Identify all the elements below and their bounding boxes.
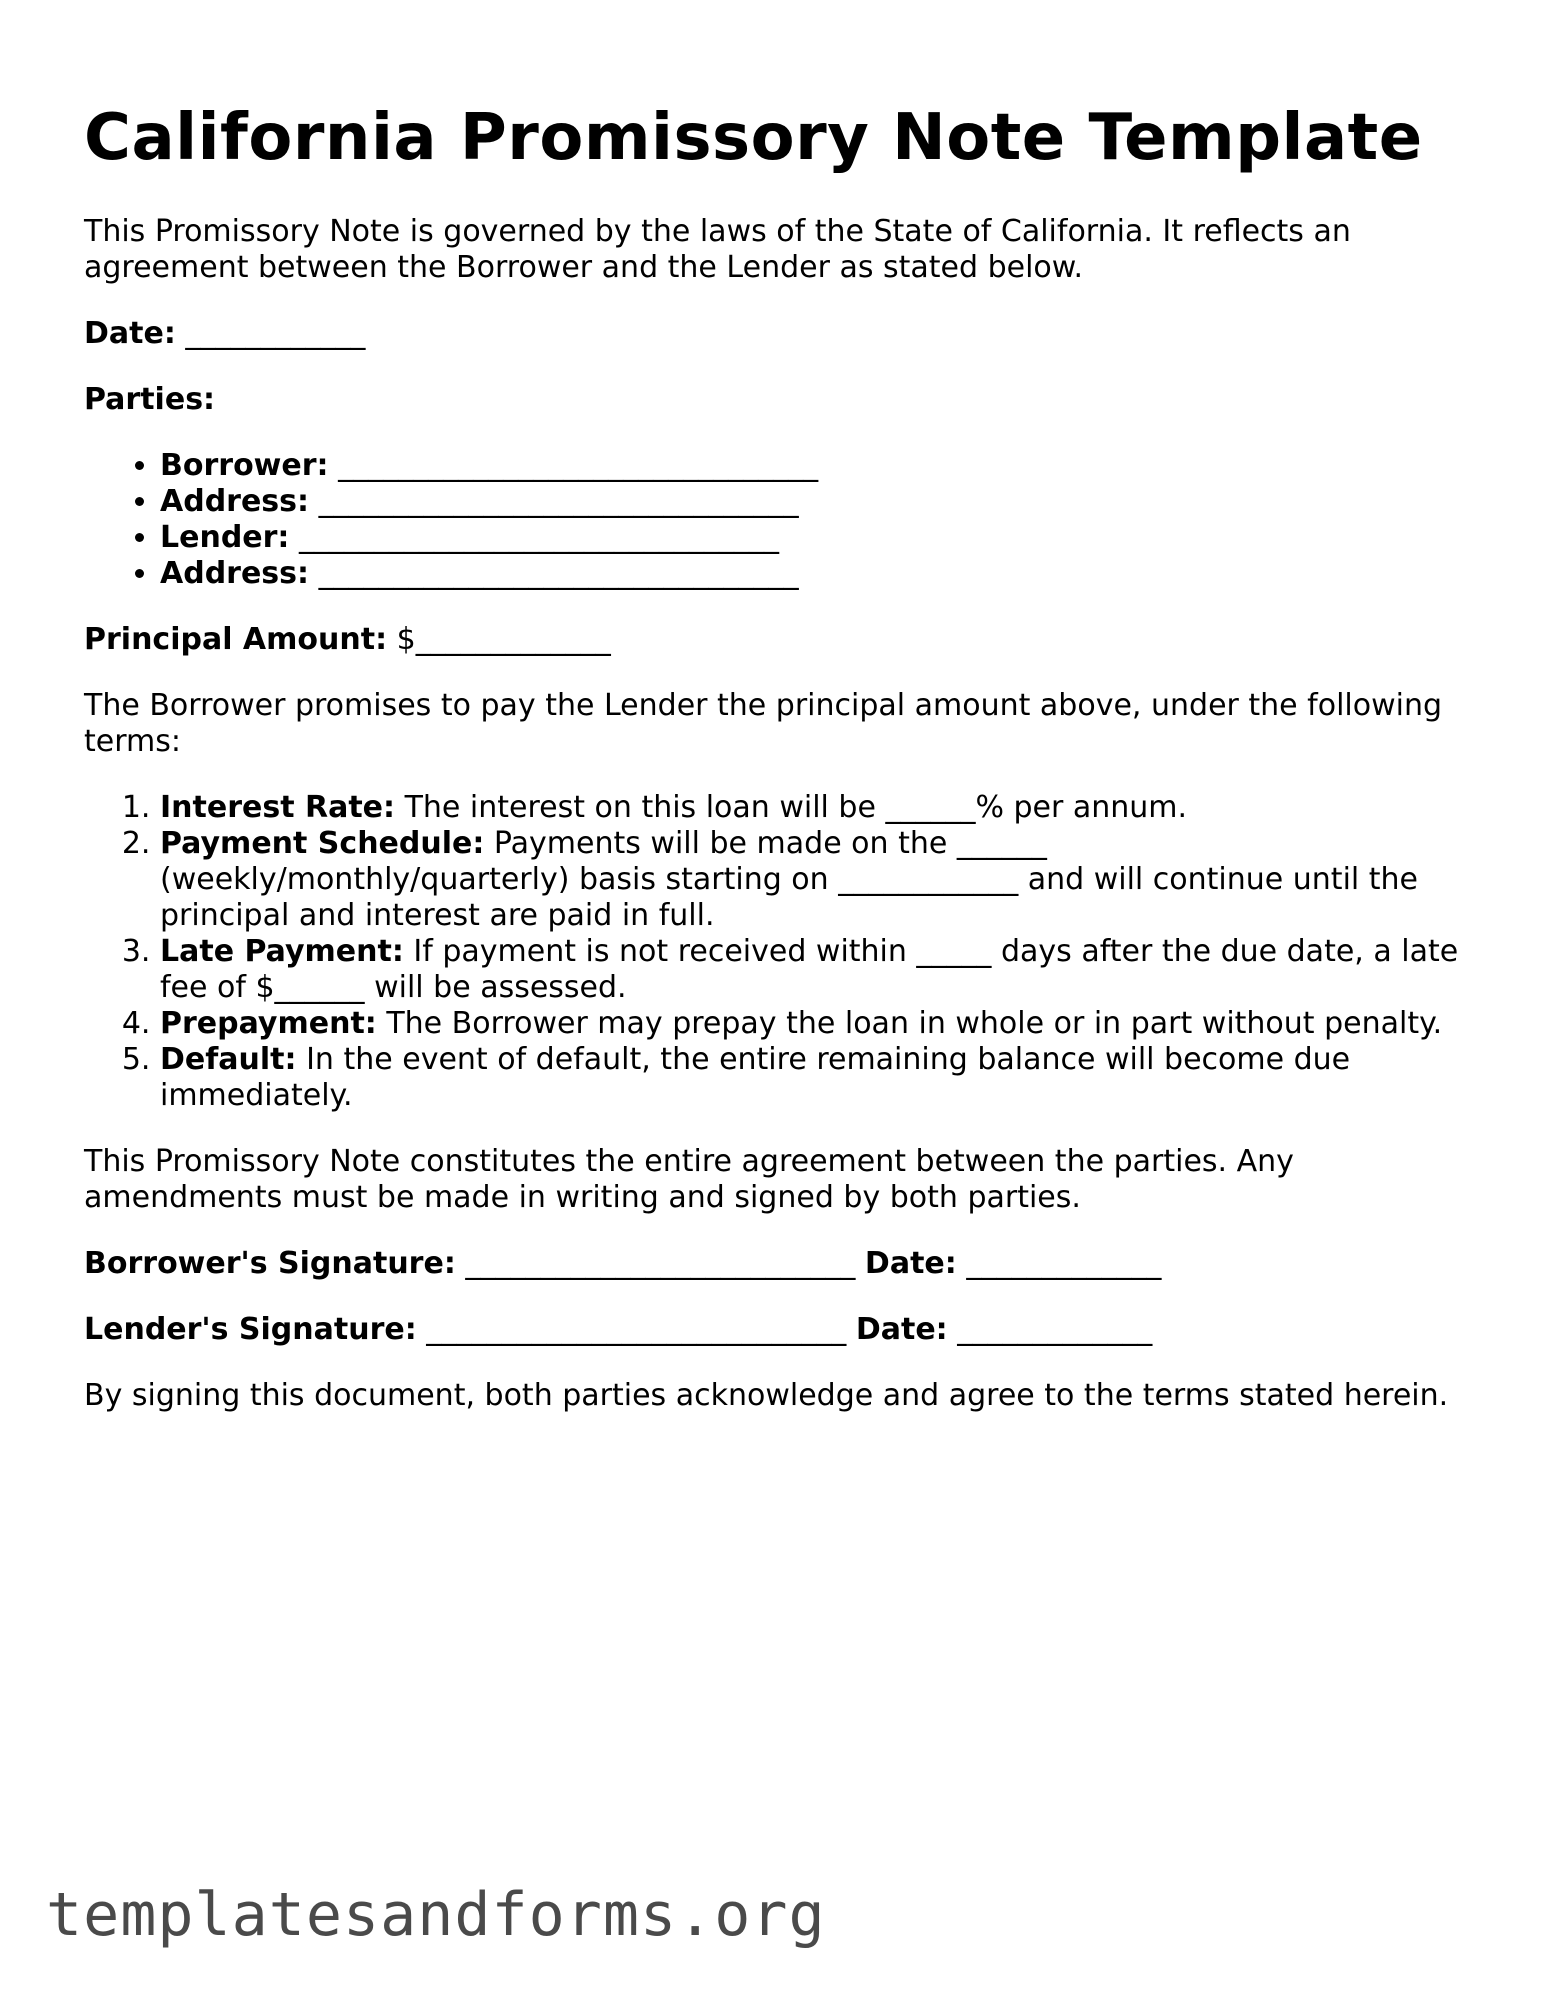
principal-line [84,622,1464,658]
party-blank: ________________________________ [318,556,799,591]
borrower-signature-line [84,1246,1464,1282]
term-text: Payments will be made on the ______ (weekly/monthly/quarterly) basis starting on ____________ and will continue until the principal and interest are paid in full. [160,826,1419,933]
watermark: templatesandforms.org [46,1880,826,1950]
term-interest-rate [160,790,1464,826]
term-label: Payment Schedule: [160,826,485,861]
date-blank: ____________ [185,316,366,351]
term-late-payment [160,934,1464,1006]
document-title: California Promissory Note Template [84,101,1423,175]
term-text: In the event of default, the entire remaining balance will become due immediately. [160,1042,1351,1113]
party-label: Address: [160,556,310,591]
lender-signature-label: Lender's Signature: [84,1312,417,1347]
borrower-signature-label: Borrower's Signature: [84,1246,456,1281]
party-lender-address [160,556,1464,592]
document-page [84,100,1464,1444]
party-blank: ________________________________ [338,448,819,483]
closing-paragraph: By signing this document, both parties acknowledge and agree to the terms stated herein. [84,1378,1449,1413]
party-borrower [160,448,1464,484]
party-blank: ________________________________ [318,484,799,519]
terms-list [84,790,1464,1114]
date-label: Date: [84,316,176,351]
party-lender [160,520,1464,556]
lender-signature-blank: ____________________________ [426,1312,847,1347]
party-borrower-address [160,484,1464,520]
terms-intro: The Borrower promises to pay the Lender the principal amount above, under the following terms: [84,688,1443,759]
borrower-signature-blank: __________________________ [465,1246,856,1281]
term-label: Prepayment: [160,1006,377,1041]
term-default [160,1042,1464,1114]
intro-paragraph: This Promissory Note is governed by the laws of the State of California. It reflects an agreement between the Borrower and the Lender as stated below. [84,214,1351,285]
parties-heading: Parties: [84,382,216,417]
term-label: Interest Rate: [160,790,396,825]
lender-date-label: Date: [855,1312,948,1347]
date-line [84,316,1464,352]
party-label: Address: [160,484,310,519]
principal-blank: $_____________ [396,622,611,657]
party-blank: ________________________________ [298,520,779,555]
term-prepayment [160,1006,1464,1042]
term-text: The interest on this loan will be ______% per annum. [404,790,1188,825]
party-label: Lender: [160,520,290,555]
principal-label: Principal Amount: [84,622,388,657]
borrower-date-blank: _____________ [966,1246,1162,1281]
lender-date-blank: _____________ [957,1312,1153,1347]
entire-agreement-paragraph: This Promissory Note constitutes the entire agreement between the parties. Any amendments must be made in writing and signed by both parties. [84,1144,1294,1215]
parties-list [84,448,1464,592]
borrower-date-label: Date: [864,1246,957,1281]
term-label: Default: [160,1042,297,1077]
party-label: Borrower: [160,448,329,483]
term-text: If payment is not received within _____ days after the due date, a late fee of $______ will be assessed. [160,934,1459,1005]
lender-signature-line [84,1312,1464,1348]
term-payment-schedule [160,826,1464,934]
term-label: Late Payment: [160,934,404,969]
term-text: The Borrower may prepay the loan in whole or in part without penalty. [386,1006,1443,1041]
